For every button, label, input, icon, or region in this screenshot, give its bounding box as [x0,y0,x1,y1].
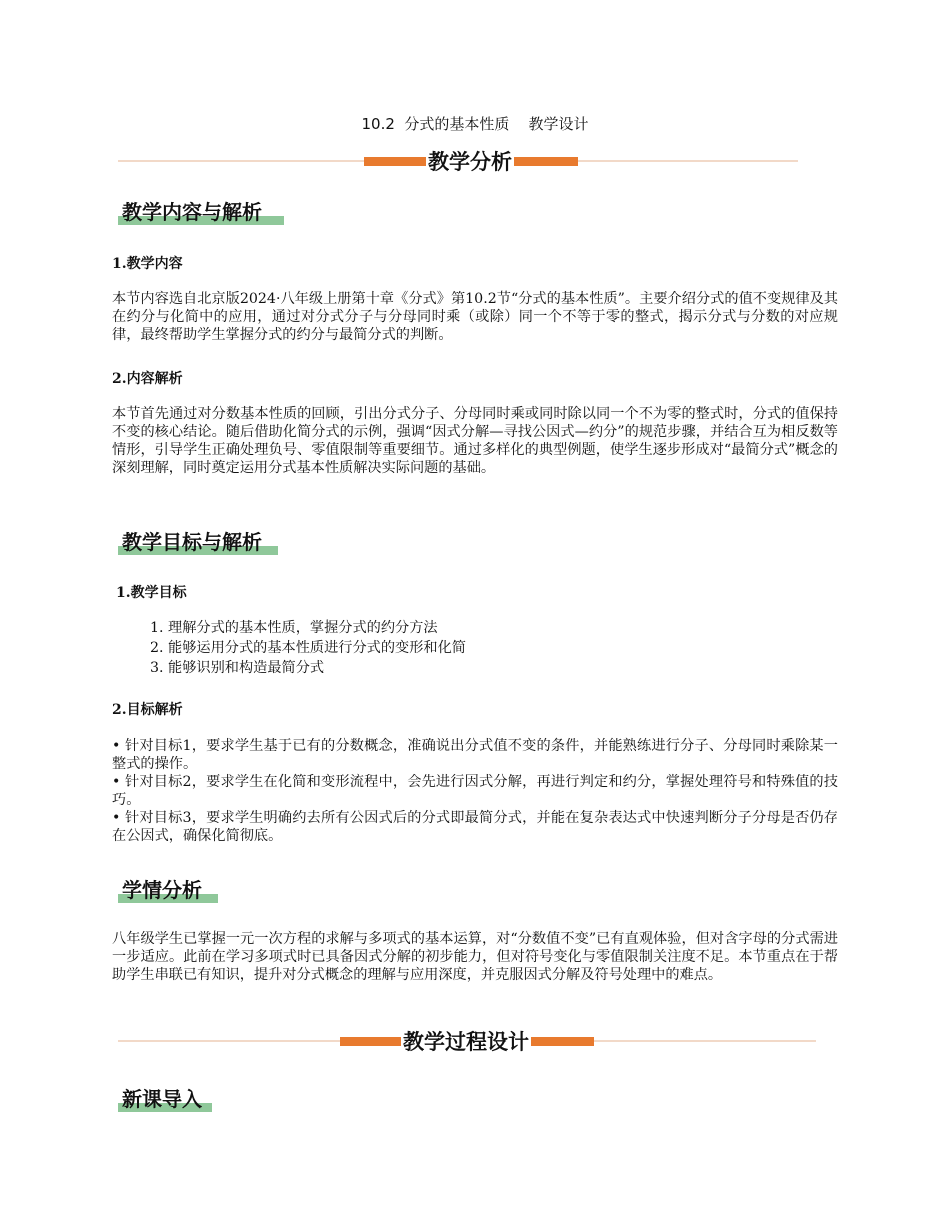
section-heading-label: 教学目标与解析 [122,530,262,554]
section-heading-students [118,874,206,903]
goals-list [112,618,466,678]
paragraph-text: 八年级学生已掌握一元一次方程的求解与多项式的基本运算，对“分数值不变”已有直观体验，但对含字母的分式需进一步适应。此前在学习多项式时已具备因式分解的初步能力，但对符号变化与零值限制关注度不足。本节重点在于帮助学生串联已有知识，提升对分式概念的理解与应用深度，并克服因式分解及符号处理中的难点。 [112,931,838,983]
paragraph-analysis [112,405,838,477]
divider-label: 教学过程设计 [401,1026,531,1056]
divider-label: 教学分析 [426,146,514,176]
subheading-analysis: 2.内容解析 [112,371,183,387]
paragraph-students [112,930,838,984]
paragraph-text: 本节内容选自北京版2024·八年级上册第十章《分式》第10.2节“分式的基本性质”。主要介绍分式的值不变规律及其在约分与化简中的应用，通过对分式分子与分母同时乘（或除）同一个不等于零的整式，揭示分式与分数的对应规律，最终帮助学生掌握分式的约分与最简分式的判断。 [112,291,838,343]
section-heading-goals [118,526,266,555]
goal-analysis-list [112,737,838,845]
divider-teaching-process [0,1026,950,1056]
list-item: • 针对目标1，要求学生基于已有的分数概念，准确说出分式值不变的条件，并能熟练进行分子、分母同时乘除某一整式的操作。 [112,738,838,772]
page-title: 10.2 分式的基本性质 教学设计 [361,115,589,133]
list-item: • 针对目标3，要求学生明确约去所有公因式后的分式即最简分式，并能在复杂表达式中快速判断分子分母是否仍存在公因式，确保化简彻底。 [112,810,838,844]
section-heading-label: 学情分析 [122,878,202,902]
divider-teaching-analysis [0,146,950,176]
paragraph-text: 本节首先通过对分数基本性质的回顾，引出分式分子、分母同时乘或同时除以同一个不为零的整式时，分式的值保持不变的核心结论。随后借助化简分式的示例，强调“因式分解—寻找公因式—约分”的规范步骤，并结合互为相反数等情形，引导学生正确处理负号、零值限制等重要细节。通过多样化的典型例题，使学生逐步形成对“最简分式”概念的深刻理解，同时奠定运用分式基本性质解决实际问题的基础。 [112,406,838,476]
list-item: 3. 能够识别和构造最简分式 [168,658,466,678]
paragraph-content [112,290,838,344]
list-item: • 针对目标2，要求学生在化简和变形流程中，会先进行因式分解，再进行判定和约分，掌握处理符号和特殊值的技巧。 [112,774,838,808]
section-heading-label: 新课导入 [122,1087,202,1111]
subheading-content: 1.教学内容 [112,256,183,272]
list-item: 2. 能够运用分式的基本性质进行分式的变形和化简 [168,638,466,658]
subheading-goals: 1.教学目标 [116,585,187,601]
section-heading-label: 教学内容与解析 [122,200,262,224]
section-heading-content [118,196,266,225]
list-item: 1. 理解分式的基本性质，掌握分式的约分方法 [168,618,466,638]
section-heading-new-lesson [118,1083,206,1112]
subheading-goal-analysis: 2.目标解析 [112,702,183,718]
